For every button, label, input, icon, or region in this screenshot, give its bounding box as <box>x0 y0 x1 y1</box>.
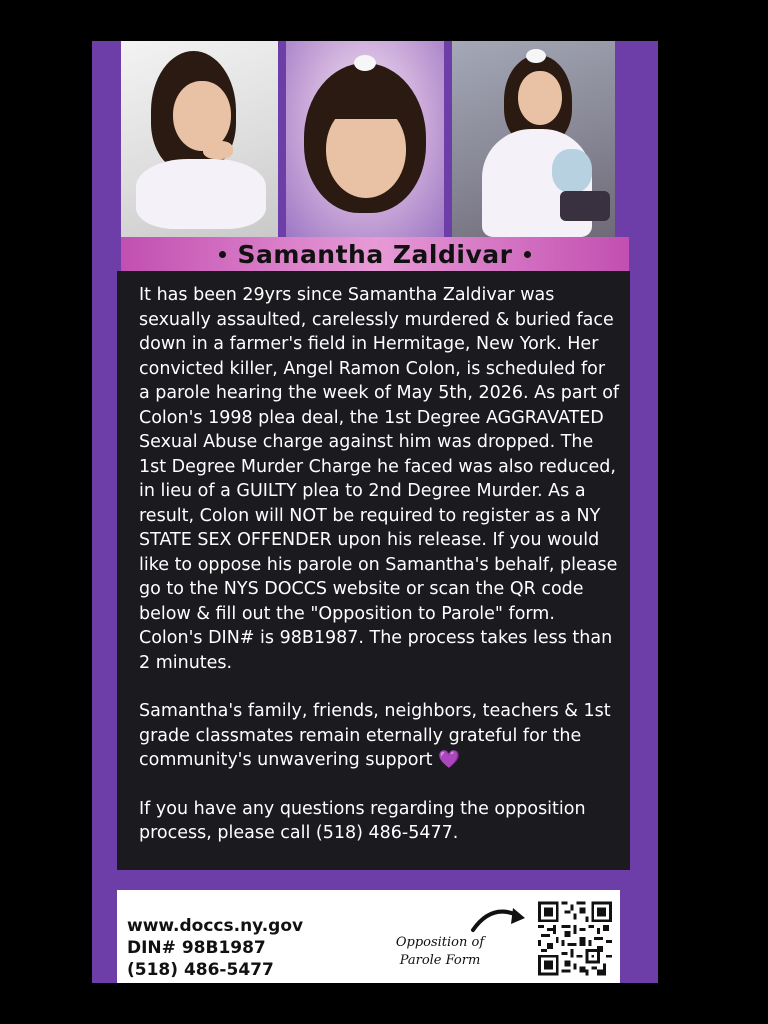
photo-lying-down <box>121 41 278 237</box>
qr-code-icon[interactable] <box>538 900 612 977</box>
bullet-dot <box>524 251 531 258</box>
opposition-form-label <box>385 934 495 970</box>
message-paragraph-3: If you have any questions regarding the opposition process, please call (518) 486-5477. <box>139 798 586 843</box>
bullet-dot <box>219 251 226 258</box>
flyer-card <box>92 41 658 983</box>
photo-strip <box>121 41 621 237</box>
phone-number: (518) 486-5477 <box>127 960 274 980</box>
form-label-line2: Parole Form <box>399 953 481 968</box>
din-number: DIN# 98B1987 <box>127 938 266 958</box>
purple-heart-icon: 💜 <box>438 750 460 770</box>
arrow-icon <box>469 904 529 934</box>
message-paragraph-2 <box>139 699 620 773</box>
message-paragraph-1: It has been 29yrs since Samantha Zaldivar was sexually assaulted, carelessly murdered & buried face down in a farmer's field in Hermitage, New York. Her convicted killer, Angel Ramon Colon, is scheduled for a parole hearing the week of May 5th, 2026. As part of Colon's 1998 plea deal, the 1st Degree AGGRAVATED Sexual Abuse charge against him was dropped. The 1st Degree Murder Charge he faced was also reduced, in lieu of a GUILTY plea to 2nd Degree Murder. As a result, Colon will NOT be required to register as a NY STATE SEX OFFENDER upon his release. If you would like to oppose his parole on Samantha's behalf, please go to the NYS DOCCS website or scan the QR code below & fill out the "Opposition to Parole" form. Colon's DIN# is 98B1987. The process takes less than 2 minutes. <box>139 285 620 673</box>
name-banner <box>121 237 629 271</box>
message-paragraph-2-text: Samantha's family, friends, neighbors, teachers & 1st grade classmates remain eternally grateful for the community's unwavering support <box>139 701 611 770</box>
photo-seated <box>452 41 615 237</box>
message-panel <box>117 271 630 870</box>
photo-portrait <box>286 41 444 237</box>
form-label-line1: Opposition of <box>395 935 485 950</box>
footer-contact <box>117 890 620 983</box>
victim-name: Samantha Zaldivar <box>237 239 513 269</box>
website-link[interactable]: www.doccs.ny.gov <box>127 916 304 936</box>
